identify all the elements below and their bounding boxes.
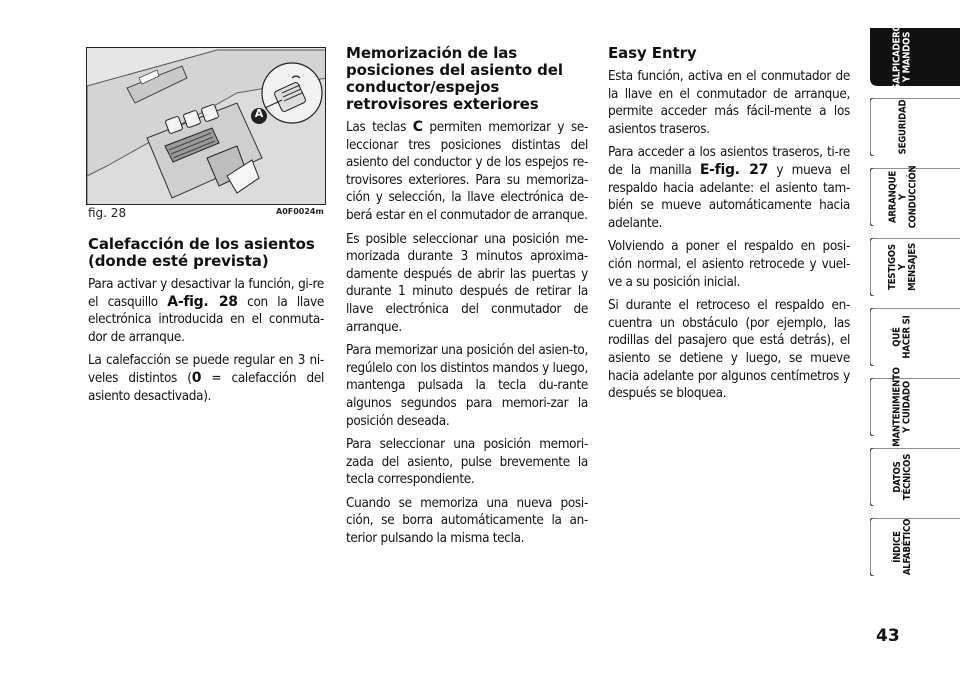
tab-label: SALPICADERO Y MANDOS bbox=[892, 24, 914, 90]
easy-entry-paragraph-4: Si durante el retroceso el respaldo en-cuentra un obstáculo (por ejemplo, las rodillas del pasajero que está detrás), el asiento se detiene y luego, se mueve hacia adelante por algunos centímetros y después se bloquea. bbox=[608, 298, 850, 402]
seat-heating-heading: Calefacción de los asientos (donde esté prevista) bbox=[88, 235, 315, 270]
section-tabs bbox=[870, 18, 960, 618]
easy-entry-paragraph-1: Esta función, activa en el conmutador de la llave en el conmutador de arranque, permite acceder más fácil-mente a los asientos traseros. bbox=[608, 69, 850, 137]
memory-paragraph-1 bbox=[346, 119, 588, 225]
tab-label: ÍNDICE ALFABÉTICO bbox=[892, 518, 914, 576]
left-column bbox=[88, 236, 324, 411]
tab-seguridad[interactable] bbox=[870, 98, 960, 156]
tab-label: DATOS TÉCNICOS bbox=[892, 453, 913, 501]
tab-datos[interactable] bbox=[870, 448, 960, 506]
text-run: permiten memorizar y se-leccionar tres posiciones distintas del asiento del conductor y de los espejos re-trovisores exteriores. Para su memoriza-ción y selección, la llave electrónica de-berá estar en el conmutador de arranque. bbox=[346, 120, 589, 223]
memory-paragraph-3: Para memorizar una posición del asien-to, regúlelo con los distintos mandos y luego, mantenga pulsada la tecla du-rante algunos segundos para memori-zar la posición deseada. bbox=[346, 343, 588, 429]
tab-indice[interactable] bbox=[870, 518, 960, 576]
tab-label: ARRANQUE Y CONDUCCIÓN bbox=[887, 165, 919, 229]
seat-heating-paragraph-1 bbox=[88, 276, 324, 346]
tab-label: MANTENIMIENTO Y CUIDADO bbox=[892, 367, 914, 447]
seat-control-illustration bbox=[87, 48, 326, 205]
text-run: = calefacción del asiento desactivada). bbox=[88, 370, 324, 404]
seat-heating-paragraph-2 bbox=[88, 352, 324, 405]
easy-entry-paragraph-3: Volviendo a poner el respaldo en posi-ción normal, el asiento retrocede y vuel-ve a su posición inicial. bbox=[608, 239, 850, 290]
tab-label: TESTIGOS Y MENSAJES bbox=[887, 243, 918, 291]
tab-que-hacer[interactable] bbox=[870, 308, 960, 366]
figure-caption: fig. 28 bbox=[88, 206, 127, 220]
text-run: Las teclas bbox=[346, 120, 413, 135]
text-run: Para acceder a los asientos traseros, ti-re de la manilla bbox=[608, 145, 850, 178]
callout-a-label: A bbox=[254, 107, 264, 120]
figure-code: A0F0024m bbox=[276, 207, 324, 216]
tab-mantenimiento[interactable] bbox=[870, 367, 960, 447]
memory-paragraph-4: Para seleccionar una posición memori-zada del asiento, pulse brevemente la tecla correspondiente. bbox=[346, 437, 588, 488]
tab-label: SEGURIDAD bbox=[897, 99, 908, 155]
middle-column bbox=[346, 45, 588, 554]
easy-entry-heading: Easy Entry bbox=[608, 44, 697, 62]
easy-entry-paragraph-2 bbox=[608, 144, 850, 232]
figure-reference: A-fig. 28 bbox=[167, 293, 238, 310]
memory-heading: Memorización de las posiciones del asiento del conductor/espejos retrovisores exteriores bbox=[346, 44, 563, 113]
right-column bbox=[608, 45, 850, 409]
text-run: con la llave electrónica introducida en el conmuta-dor de arranque. bbox=[88, 294, 324, 345]
memory-paragraph-2: Es posible seleccionar una posición me-morizada durante 3 minutos aproxima-damente después de abrir las puertas y durante 1 minuto después de retirar la llave electrónica del conmutador de arranque. bbox=[346, 231, 588, 335]
memory-paragraph-5: Cuando se memoriza una nueva posi-ción, se borra automáticamente la an-terior pulsando la misma tecla. bbox=[346, 495, 588, 547]
tab-arranque[interactable] bbox=[870, 165, 960, 229]
seat-heater-figure bbox=[86, 47, 326, 205]
text-run: y mueva el respaldo hacia adelante: el asiento tam-bién se mueve automáticamente hacia adelante. bbox=[608, 162, 850, 231]
page-number: 43 bbox=[876, 626, 900, 646]
key-reference: C bbox=[412, 119, 423, 135]
tab-testigos[interactable] bbox=[870, 238, 960, 296]
text-run: Para activar y desactivar la función, gi-re el casquillo bbox=[88, 277, 324, 310]
level-reference: 0 bbox=[191, 369, 202, 386]
tab-salpicadero[interactable] bbox=[870, 24, 960, 90]
tab-label: QUÉ HACER SI bbox=[891, 315, 913, 359]
figure-reference: E-fig. 27 bbox=[699, 161, 769, 178]
text-run: La calefacción se puede regular en 3 ni-veles distintos ( bbox=[88, 353, 324, 386]
